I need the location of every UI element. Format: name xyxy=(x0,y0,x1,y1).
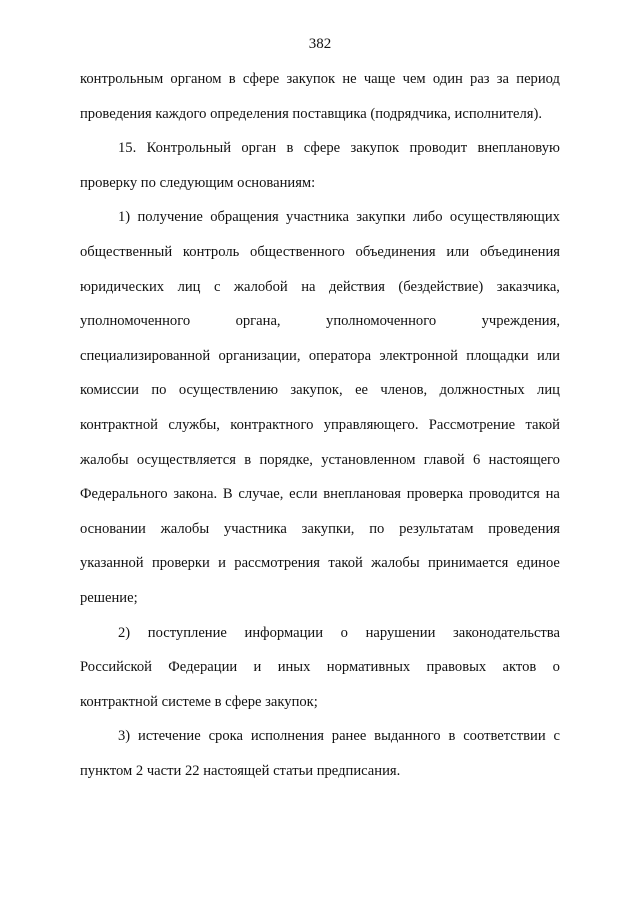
text-line: уполномоченного органа, уполномоченного учреждения, xyxy=(80,313,560,330)
text-line: Российской Федерации и иных нормативных правовых актов о xyxy=(80,659,560,676)
text-line: комиссии по осуществлению закупок, ее членов, должностных лиц xyxy=(80,382,560,399)
text-line: контрактной службы, контрактного управляющего. Рассмотрение такой xyxy=(80,416,560,433)
text-line: основании жалобы участника закупки, по результатам проведения xyxy=(80,520,560,537)
text-line: проведения каждого определения поставщика (подрядчика, исполнителя). xyxy=(80,105,543,122)
text-line: решение; xyxy=(80,589,138,606)
body-text xyxy=(80,62,560,788)
text-line: 3) истечение срока исполнения ранее выданного в соответствии с xyxy=(118,728,560,745)
text-line: пунктом 2 части 22 настоящей статьи предписания. xyxy=(80,762,401,779)
text-line: 15. Контрольный орган в сфере закупок проводит внеплановую xyxy=(118,140,560,157)
text-line: 1) получение обращения участника закупки либо осуществляющих xyxy=(118,209,560,226)
text-line: контрольным органом в сфере закупок не чаще чем один раз за период xyxy=(80,71,560,87)
text-line: Федерального закона. В случае, если внеплановая проверка проводится на xyxy=(80,486,560,503)
text-line: проверку по следующим основаниям: xyxy=(80,174,316,191)
page-number: 382 xyxy=(308,36,332,52)
text-line: специализированной организации, оператора электронной площадки или xyxy=(80,347,560,364)
text-line: юридических лиц с жалобой на действия (бездействие) заказчика, xyxy=(80,278,560,295)
text-line: контрактной системе в сфере закупок; xyxy=(80,693,318,710)
text-line: указанной проверки и рассмотрения такой жалобы принимается единое xyxy=(80,555,560,572)
text-line: 2) поступление информации о нарушении законодательства xyxy=(118,624,560,641)
text-line: общественный контроль общественного объединения или объединения xyxy=(80,243,560,260)
text-line: жалобы осуществляется в порядке, установленном главой 6 настоящего xyxy=(80,451,560,468)
